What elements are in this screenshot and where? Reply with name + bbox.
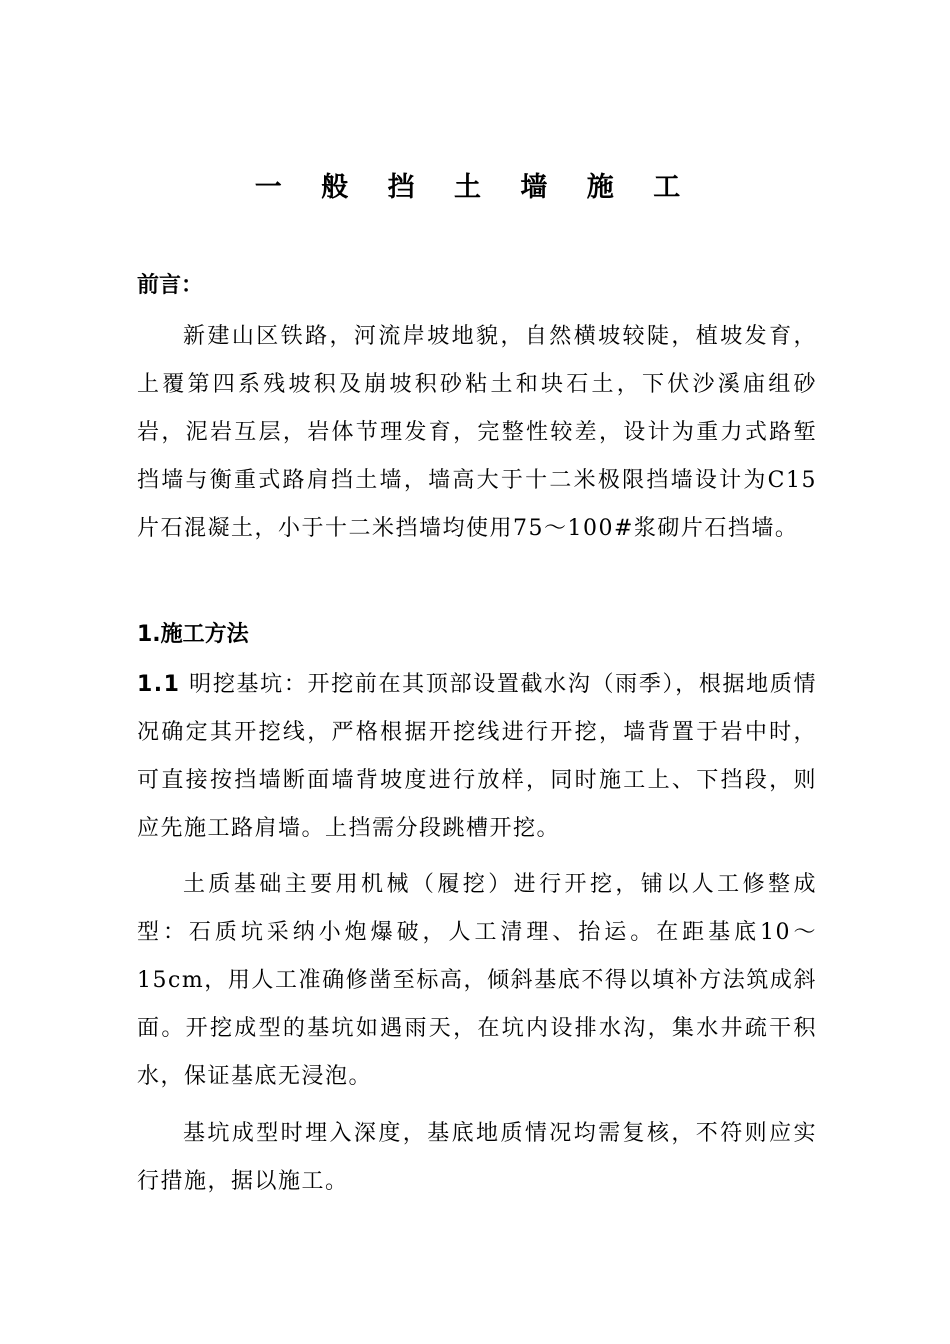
preface-paragraph: 新建山区铁路，河流岸坡地貌，自然横坡较陡，植坡发育，上覆第四系残坡积及崩坡积砂粘土和块石土，下伏沙溪庙组砂岩，泥岩互层，岩体节理发育，完整性较差，设计为重力式路堑挡墙与衡重式路肩挡土墙，墙高大于十二米极限挡墙设计为C15片石混凝土，小于十二米挡墙均使用75～100#浆砌片石挡墙。 xyxy=(137,324,817,541)
section-1-1-text: 明挖基坑：开挖前在其顶部设置截水沟（雨季），根据地质情况确定其开挖线，严格根据开挖线进行开挖，墙背置于岩中时，可直接按挡墙断面墙背坡度进行放样，同时施工上、下挡段，则应先施工路肩墙。上挡需分段跳槽开挖。 xyxy=(137,672,817,841)
preface-heading: 前言： xyxy=(137,273,204,298)
section-1-1-number: 1.1 xyxy=(137,672,181,697)
document-title: 一 般 挡 土 墙 施 工 xyxy=(254,172,696,203)
foundation-check-paragraph: 基坑成型时埋入深度，基底地质情况均需复核，不符则应实行措施，据以施工。 xyxy=(137,1121,817,1194)
soil-foundation-paragraph: 土质基础主要用机械（履挖）进行开挖，铺以人工修整成型：石质坑采纳小炮爆破，人工清理、抬运。在距基底10～15cm，用人工准确修凿至标高，倾斜基底不得以填补方法筑成斜面。开挖成型的基坑如遇雨天，在坑内设排水沟，集水井疏干积水，保证基底无浸泡。 xyxy=(137,872,817,1089)
section-1-heading: 1.施工方法 xyxy=(137,622,249,647)
section-1-1-paragraph xyxy=(137,661,817,853)
